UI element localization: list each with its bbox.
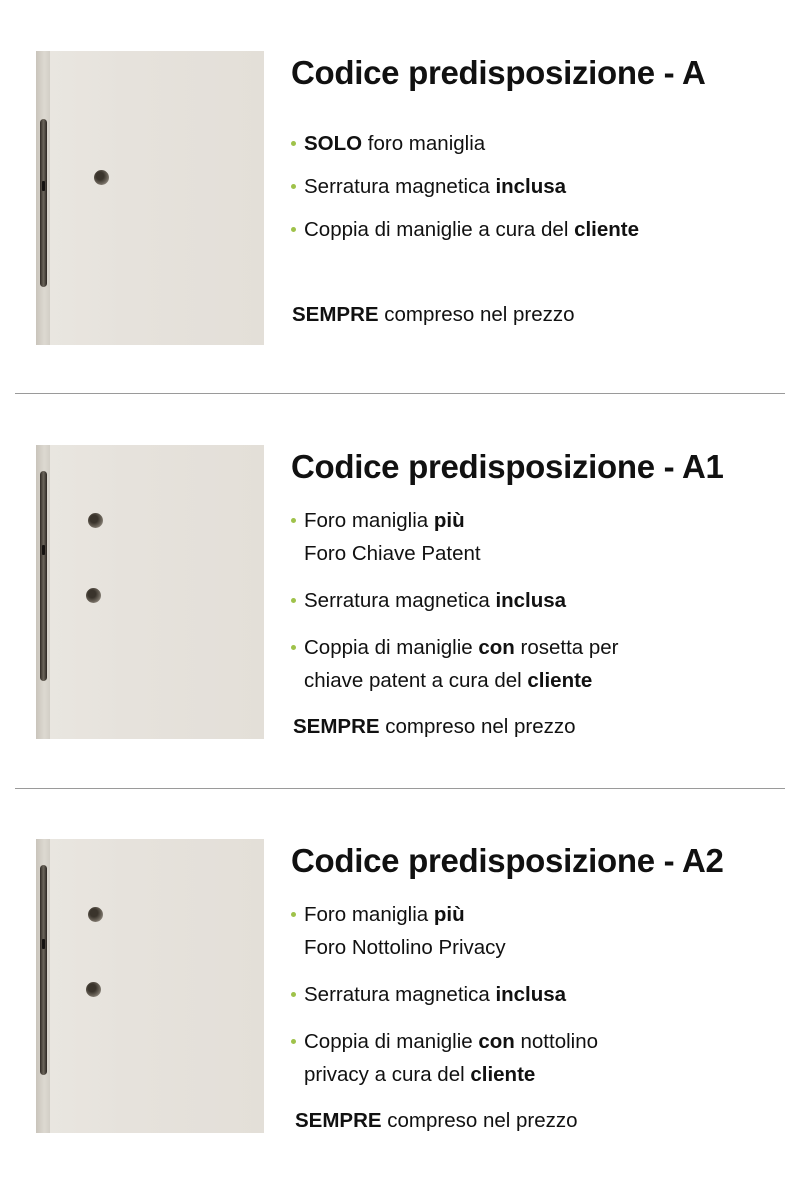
bullet-dot-icon [291,518,296,523]
list-item: Serratura magnetica inclusa [291,170,639,203]
list-item: Coppia di maniglie con nottolino privacy a cura del cliente [291,1025,598,1091]
lock-latch-icon [42,181,45,191]
bullet-dot-icon [291,912,296,917]
door-photo-a1 [36,445,264,739]
magnetic-lock-plate [40,865,47,1075]
price-note: SEMPRE compreso nel prezzo [292,303,575,326]
handle-hole-icon [88,907,103,922]
bullet-dot-icon [291,141,296,146]
price-note: SEMPRE compreso nel prezzo [295,1109,578,1132]
section-title: Codice predisposizione - A1 [291,448,724,485]
magnetic-lock-plate [40,471,47,681]
bullet-dot-icon [291,598,296,603]
handle-hole-icon [88,513,103,528]
bullet-dot-icon [291,645,296,650]
lock-latch-icon [42,939,45,949]
magnetic-lock-plate [40,119,47,287]
door-photo-a [36,51,264,345]
lock-latch-icon [42,545,45,555]
feature-list [291,504,619,697]
divider [15,788,785,789]
list-item: Foro maniglia più Foro Chiave Patent [291,504,619,570]
privacy-hole-icon [86,982,101,997]
handle-hole-icon [94,170,109,185]
list-item: Serratura magnetica inclusa [291,584,619,617]
list-item: Serratura magnetica inclusa [291,978,598,1011]
bullet-dot-icon [291,1039,296,1044]
list-item: Coppia di maniglie a cura del cliente [291,213,639,246]
price-note: SEMPRE compreso nel prezzo [293,715,576,738]
bullet-dot-icon [291,184,296,189]
feature-list [291,898,598,1091]
section-title: Codice predisposizione - A2 [291,842,724,879]
list-item: Foro maniglia più Foro Nottolino Privacy [291,898,598,964]
feature-list [291,127,639,246]
key-hole-icon [86,588,101,603]
list-item: SOLO foro maniglia [291,127,639,160]
bullet-dot-icon [291,992,296,997]
list-item: Coppia di maniglie con rosetta per chiave patent a cura del cliente [291,631,619,697]
divider [15,393,785,394]
bullet-dot-icon [291,227,296,232]
section-title: Codice predisposizione - A [291,54,706,91]
door-photo-a2 [36,839,264,1133]
